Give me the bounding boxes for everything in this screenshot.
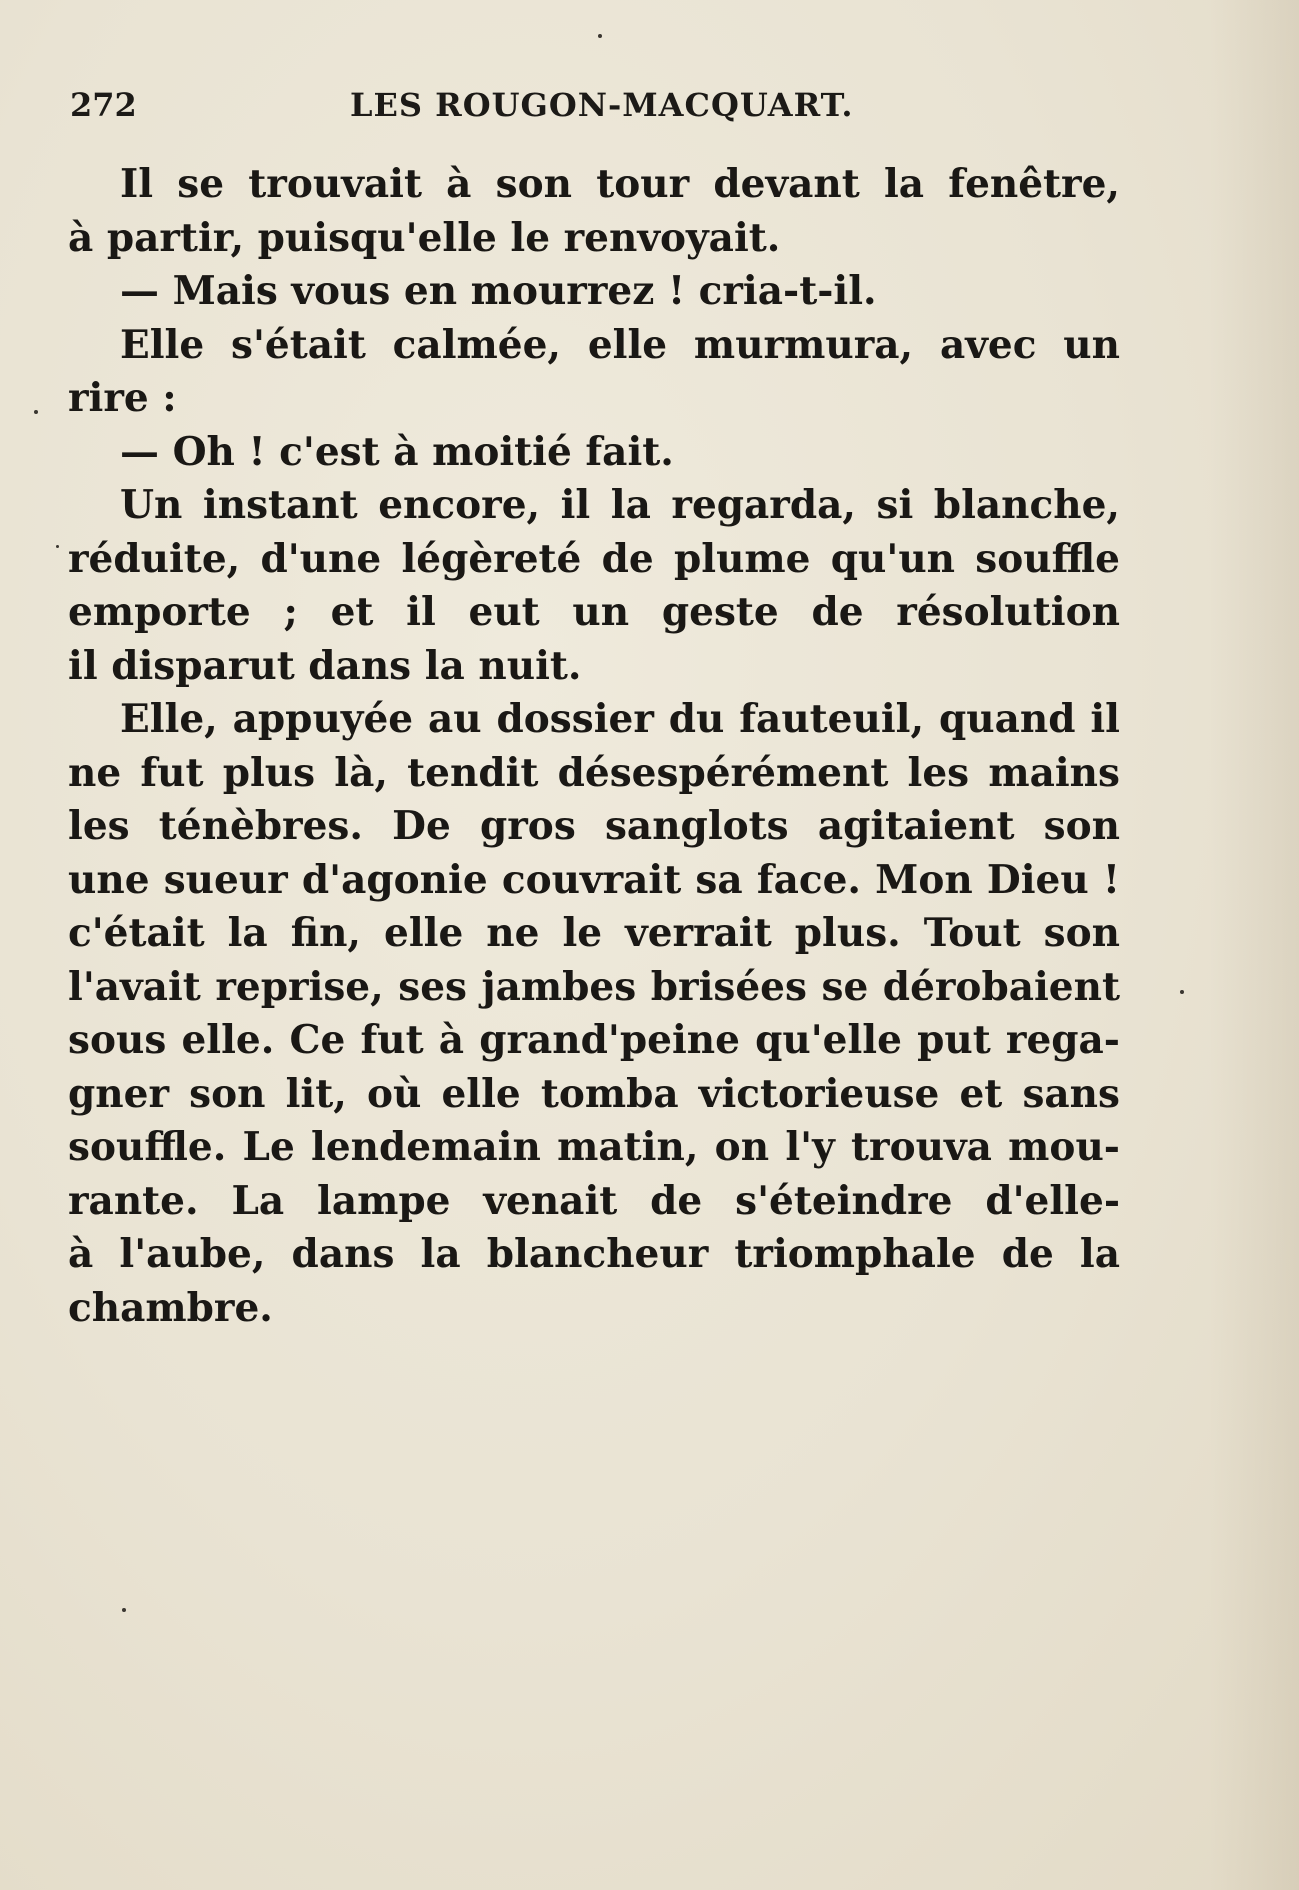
text-line: à l'aube, dans la blancheur triomphale de la [68, 1231, 1120, 1277]
text-line: chambre. [68, 1284, 273, 1331]
text-line: il disparut dans la nuit. [68, 642, 582, 689]
text-line: une sueur d'agonie couvrait sa face. Mon Dieu ! [68, 856, 1120, 903]
text-line: l'avait reprise, ses jambes brisées se dérobaient [68, 963, 1120, 1010]
text-line: emporte ; et il eut un geste de résolution [68, 589, 1120, 635]
text-line: gner son lit, où elle tomba victorieuse et sans [68, 1070, 1120, 1117]
text-line: ne fut plus là, tendit désespérément les mains [68, 749, 1120, 796]
text-line: Un instant encore, il la regarda, si blanche, [120, 482, 1120, 528]
text-line: à partir, puisqu'elle le renvoyait. [68, 214, 781, 261]
page-number: 272 [70, 86, 137, 124]
text-line: souffle. Le lendemain matin, on l'y trouva mou- [68, 1124, 1120, 1170]
text-line: Il se trouvait à son tour devant la fenêtre, [120, 161, 1120, 207]
text-line: les ténèbres. De gros sanglots agitaient son [68, 803, 1120, 849]
text-line: réduite, d'une légèreté de plume qu'un souffle [68, 535, 1120, 582]
text-line: — Mais vous en mourrez ! cria-t-il. [120, 268, 877, 314]
paper-speck [598, 34, 602, 38]
paper-speck [1180, 990, 1184, 994]
text-line: — Oh ! c'est à moitié fait. [120, 428, 674, 475]
page-header [70, 86, 1120, 136]
body-text [68, 158, 1120, 1335]
text-line: rire : [68, 375, 177, 421]
running-head: LES ROUGON-MACQUART. [350, 86, 854, 124]
paper-speck [34, 410, 38, 414]
text-line: Elle, appuyée au dossier du fauteuil, quand il [120, 696, 1120, 742]
text-line: c'était la fin, elle ne le verrait plus. Tout son [68, 910, 1120, 956]
paper-speck [122, 1608, 126, 1612]
text-line: sous elle. Ce fut à grand'peine qu'elle put rega- [68, 1017, 1120, 1063]
paper-speck [56, 545, 59, 548]
text-line: Elle s'était calmée, elle murmura, avec un [120, 321, 1120, 368]
text-line: rante. La lampe venait de s'éteindre d'elle- [68, 1177, 1120, 1224]
